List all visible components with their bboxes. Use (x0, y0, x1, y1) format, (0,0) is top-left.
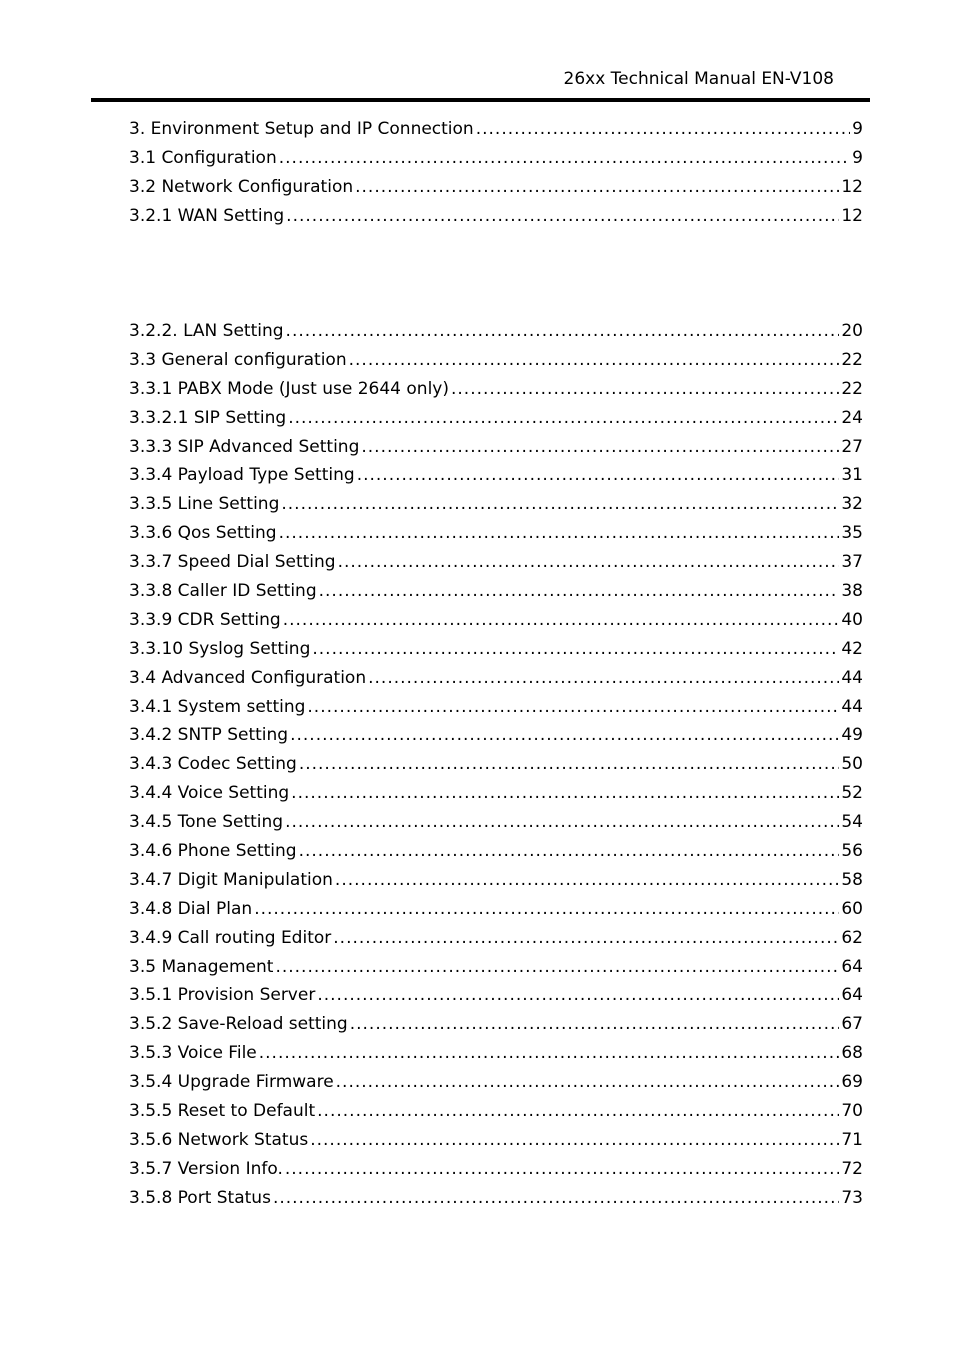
toc-entry-page-number: 27 (841, 436, 863, 457)
toc-entry[interactable] (129, 1040, 863, 1069)
toc-dot-leader (299, 838, 840, 864)
toc-entry[interactable] (129, 954, 863, 983)
toc-dot-leader (368, 665, 839, 691)
toc-entry[interactable] (129, 116, 863, 145)
toc-entry[interactable] (129, 1156, 863, 1185)
toc-entry-page-number: 69 (841, 1072, 863, 1093)
toc-entry-page-number: 67 (841, 1014, 863, 1035)
toc-entry-label: 3.5 Management (129, 956, 274, 977)
toc-top (129, 116, 863, 232)
toc-entry-page-number: 60 (841, 898, 863, 919)
toc-dot-leader (279, 520, 840, 546)
toc-dot-leader (310, 1127, 839, 1153)
toc-entry-label: 3.5.3 Voice File (129, 1043, 257, 1064)
toc-dot-leader (338, 549, 840, 575)
toc-entry[interactable] (129, 867, 863, 896)
toc-entry[interactable] (129, 520, 863, 549)
toc-entry[interactable] (129, 1127, 863, 1156)
toc-dot-leader (317, 1098, 839, 1124)
toc-entry[interactable] (129, 838, 863, 867)
toc-dot-leader (259, 1040, 840, 1066)
toc-entry[interactable] (129, 751, 863, 780)
toc-entry-label: 3.5.5 Reset to Default (129, 1101, 316, 1122)
header-title: 26xx Technical Manual EN-V108 (563, 69, 834, 89)
header-rule (91, 98, 870, 102)
toc-entry-label: 3.5.6 Network Status (129, 1129, 309, 1150)
toc-entry-page-number: 42 (841, 638, 863, 659)
toc-entry-page-number: 44 (841, 696, 863, 717)
toc-dot-leader (279, 145, 850, 171)
toc-entry-label: 3.1 Configuration (129, 147, 277, 168)
toc-entry-page-number: 72 (841, 1158, 863, 1179)
toc-entry[interactable] (129, 780, 863, 809)
toc-entry[interactable] (129, 434, 863, 463)
toc-dot-leader (288, 405, 839, 431)
toc-dot-leader (349, 347, 840, 373)
toc-entry-label: 3.5.2 Save-Reload setting (129, 1014, 348, 1035)
toc-entry-page-number: 12 (841, 205, 863, 226)
toc-entry-label: 3.3.3 SIP Advanced Setting (129, 436, 360, 457)
toc-entry-page-number: 9 (852, 147, 863, 168)
toc-entry-page-number: 32 (841, 494, 863, 515)
toc-entry-label: 3.4.7 Digit Manipulation (129, 869, 333, 890)
toc-entry[interactable] (129, 809, 863, 838)
toc-entry[interactable] (129, 607, 863, 636)
toc-entry-label: 3.5.7 Version Info. (129, 1158, 283, 1179)
toc-dot-leader (350, 1011, 840, 1037)
toc-dot-leader (286, 203, 839, 229)
toc-entry-label: 3.3 General configuration (129, 349, 347, 370)
toc-entry[interactable] (129, 376, 863, 405)
toc-entry-page-number: 44 (841, 667, 863, 688)
toc-entry-label: 3.2.2. LAN Setting (129, 321, 284, 341)
toc-entry-page-number: 38 (841, 581, 863, 602)
toc-entry-page-number: 71 (841, 1129, 863, 1150)
toc-entry-page-number: 70 (841, 1101, 863, 1122)
toc-entry-label: 3.3.1 PABX Mode (Just use 2644 only) (129, 378, 449, 399)
toc-entry[interactable] (129, 1011, 863, 1040)
toc-entry[interactable] (129, 174, 863, 203)
toc-entry[interactable] (129, 318, 863, 347)
toc-entry-page-number: 68 (841, 1043, 863, 1064)
toc-entry-label: 3.5.1 Provision Server (129, 985, 316, 1006)
toc-entry-page-number: 12 (841, 176, 863, 197)
toc-entry-page-number: 52 (841, 783, 863, 804)
toc-dot-leader (286, 318, 840, 344)
toc-entry-page-number: 37 (841, 552, 863, 573)
toc-entry-page-number: 64 (841, 956, 863, 977)
toc-entry[interactable] (129, 665, 863, 694)
toc-dot-leader (254, 896, 839, 922)
toc-entry[interactable] (129, 1069, 863, 1098)
toc-dot-leader (291, 780, 839, 806)
toc-entry-page-number: 9 (852, 119, 863, 139)
toc-dot-leader (285, 1156, 840, 1182)
toc-dot-leader (307, 694, 839, 720)
toc-entry-label: 3.3.5 Line Setting (129, 494, 280, 515)
toc-entry-label: 3.3.7 Speed Dial Setting (129, 552, 336, 573)
toc-dot-leader (357, 462, 840, 488)
toc-entry-label: 3. Environment Setup and IP Connection (129, 119, 474, 139)
toc-entry-label: 3.4.1 System setting (129, 696, 306, 717)
toc-dot-leader (275, 954, 839, 980)
toc-entry[interactable] (129, 636, 863, 665)
toc-dot-leader (299, 751, 840, 777)
toc-entry-page-number: 54 (841, 812, 863, 833)
toc-dot-leader (333, 925, 839, 951)
toc-entry-page-number: 20 (841, 321, 863, 341)
toc-dot-leader (335, 867, 839, 893)
toc-entry-label: 3.4.6 Phone Setting (129, 841, 297, 862)
toc-entry-page-number: 49 (841, 725, 863, 746)
toc-entry-label: 3.4.5 Tone Setting (129, 812, 284, 833)
toc-dot-leader (281, 491, 839, 517)
toc-entry-label: 3.5.4 Upgrade Firmware (129, 1072, 334, 1093)
toc-entry[interactable] (129, 982, 863, 1011)
toc-entry-page-number: 24 (841, 407, 863, 428)
toc-entry[interactable] (129, 896, 863, 925)
toc-dot-leader (273, 1185, 839, 1211)
toc-entry-page-number: 40 (841, 609, 863, 630)
toc-entry-label: 3.3.8 Caller ID Setting (129, 581, 317, 602)
toc-entry-label: 3.3.6 Qos Setting (129, 523, 277, 544)
toc-entry[interactable] (129, 722, 863, 751)
toc-dot-leader (312, 636, 839, 662)
toc-dot-leader (283, 607, 840, 633)
toc-dot-leader (336, 1069, 840, 1095)
toc-entry-page-number: 50 (841, 754, 863, 775)
toc-entry-label: 3.4.9 Call routing Editor (129, 927, 332, 948)
toc-entry[interactable] (129, 347, 863, 376)
toc-dot-leader (319, 578, 840, 604)
toc-entry[interactable] (129, 203, 863, 232)
toc-dot-leader (361, 434, 839, 460)
toc-entry-page-number: 35 (841, 523, 863, 544)
toc-entry[interactable] (129, 694, 863, 723)
toc-entry-label: 3.4.4 Voice Setting (129, 783, 290, 804)
toc-entry[interactable] (129, 549, 863, 578)
toc-entry[interactable] (129, 405, 863, 434)
toc-entry-page-number: 62 (841, 927, 863, 948)
toc-entry[interactable] (129, 1098, 863, 1127)
toc-entry[interactable] (129, 1185, 863, 1214)
toc-entry-label: 3.3.4 Payload Type Setting (129, 465, 355, 486)
toc-dot-leader (290, 722, 839, 748)
toc-entry-page-number: 58 (841, 869, 863, 890)
toc-entry[interactable] (129, 145, 863, 174)
toc-entry-page-number: 31 (841, 465, 863, 486)
toc-entry-page-number: 64 (841, 985, 863, 1006)
toc-entry-label: 3.2 Network Configuration (129, 176, 354, 197)
toc-entry-label: 3.4 Advanced Configuration (129, 667, 367, 688)
toc-bottom (129, 318, 863, 1214)
toc-dot-leader (476, 116, 850, 142)
toc-entry-label: 3.4.3 Codec Setting (129, 754, 297, 775)
toc-entry-label: 3.3.10 Syslog Setting (129, 638, 311, 659)
toc-entry[interactable] (129, 925, 863, 954)
toc-entry-label: 3.3.9 CDR Setting (129, 609, 281, 630)
toc-entry-label: 3.2.1 WAN Setting (129, 205, 285, 226)
toc-entry-page-number: 22 (841, 378, 863, 399)
toc-entry-label: 3.4.2 SNTP Setting (129, 725, 289, 746)
toc-entry-label: 3.4.8 Dial Plan (129, 898, 253, 919)
toc-entry-page-number: 73 (841, 1187, 863, 1208)
toc-entry-page-number: 22 (841, 349, 863, 370)
toc-dot-leader (317, 982, 839, 1008)
toc-dot-leader (285, 809, 839, 835)
toc-entry[interactable] (129, 462, 863, 491)
toc-entry-page-number: 56 (841, 841, 863, 862)
toc-entry-label: 3.5.8 Port Status (129, 1187, 271, 1208)
toc-entry[interactable] (129, 578, 863, 607)
toc-dot-leader (355, 174, 839, 200)
toc-entry-label: 3.3.2.1 SIP Setting (129, 407, 287, 428)
toc-entry[interactable] (129, 491, 863, 520)
toc-dot-leader (451, 376, 839, 402)
